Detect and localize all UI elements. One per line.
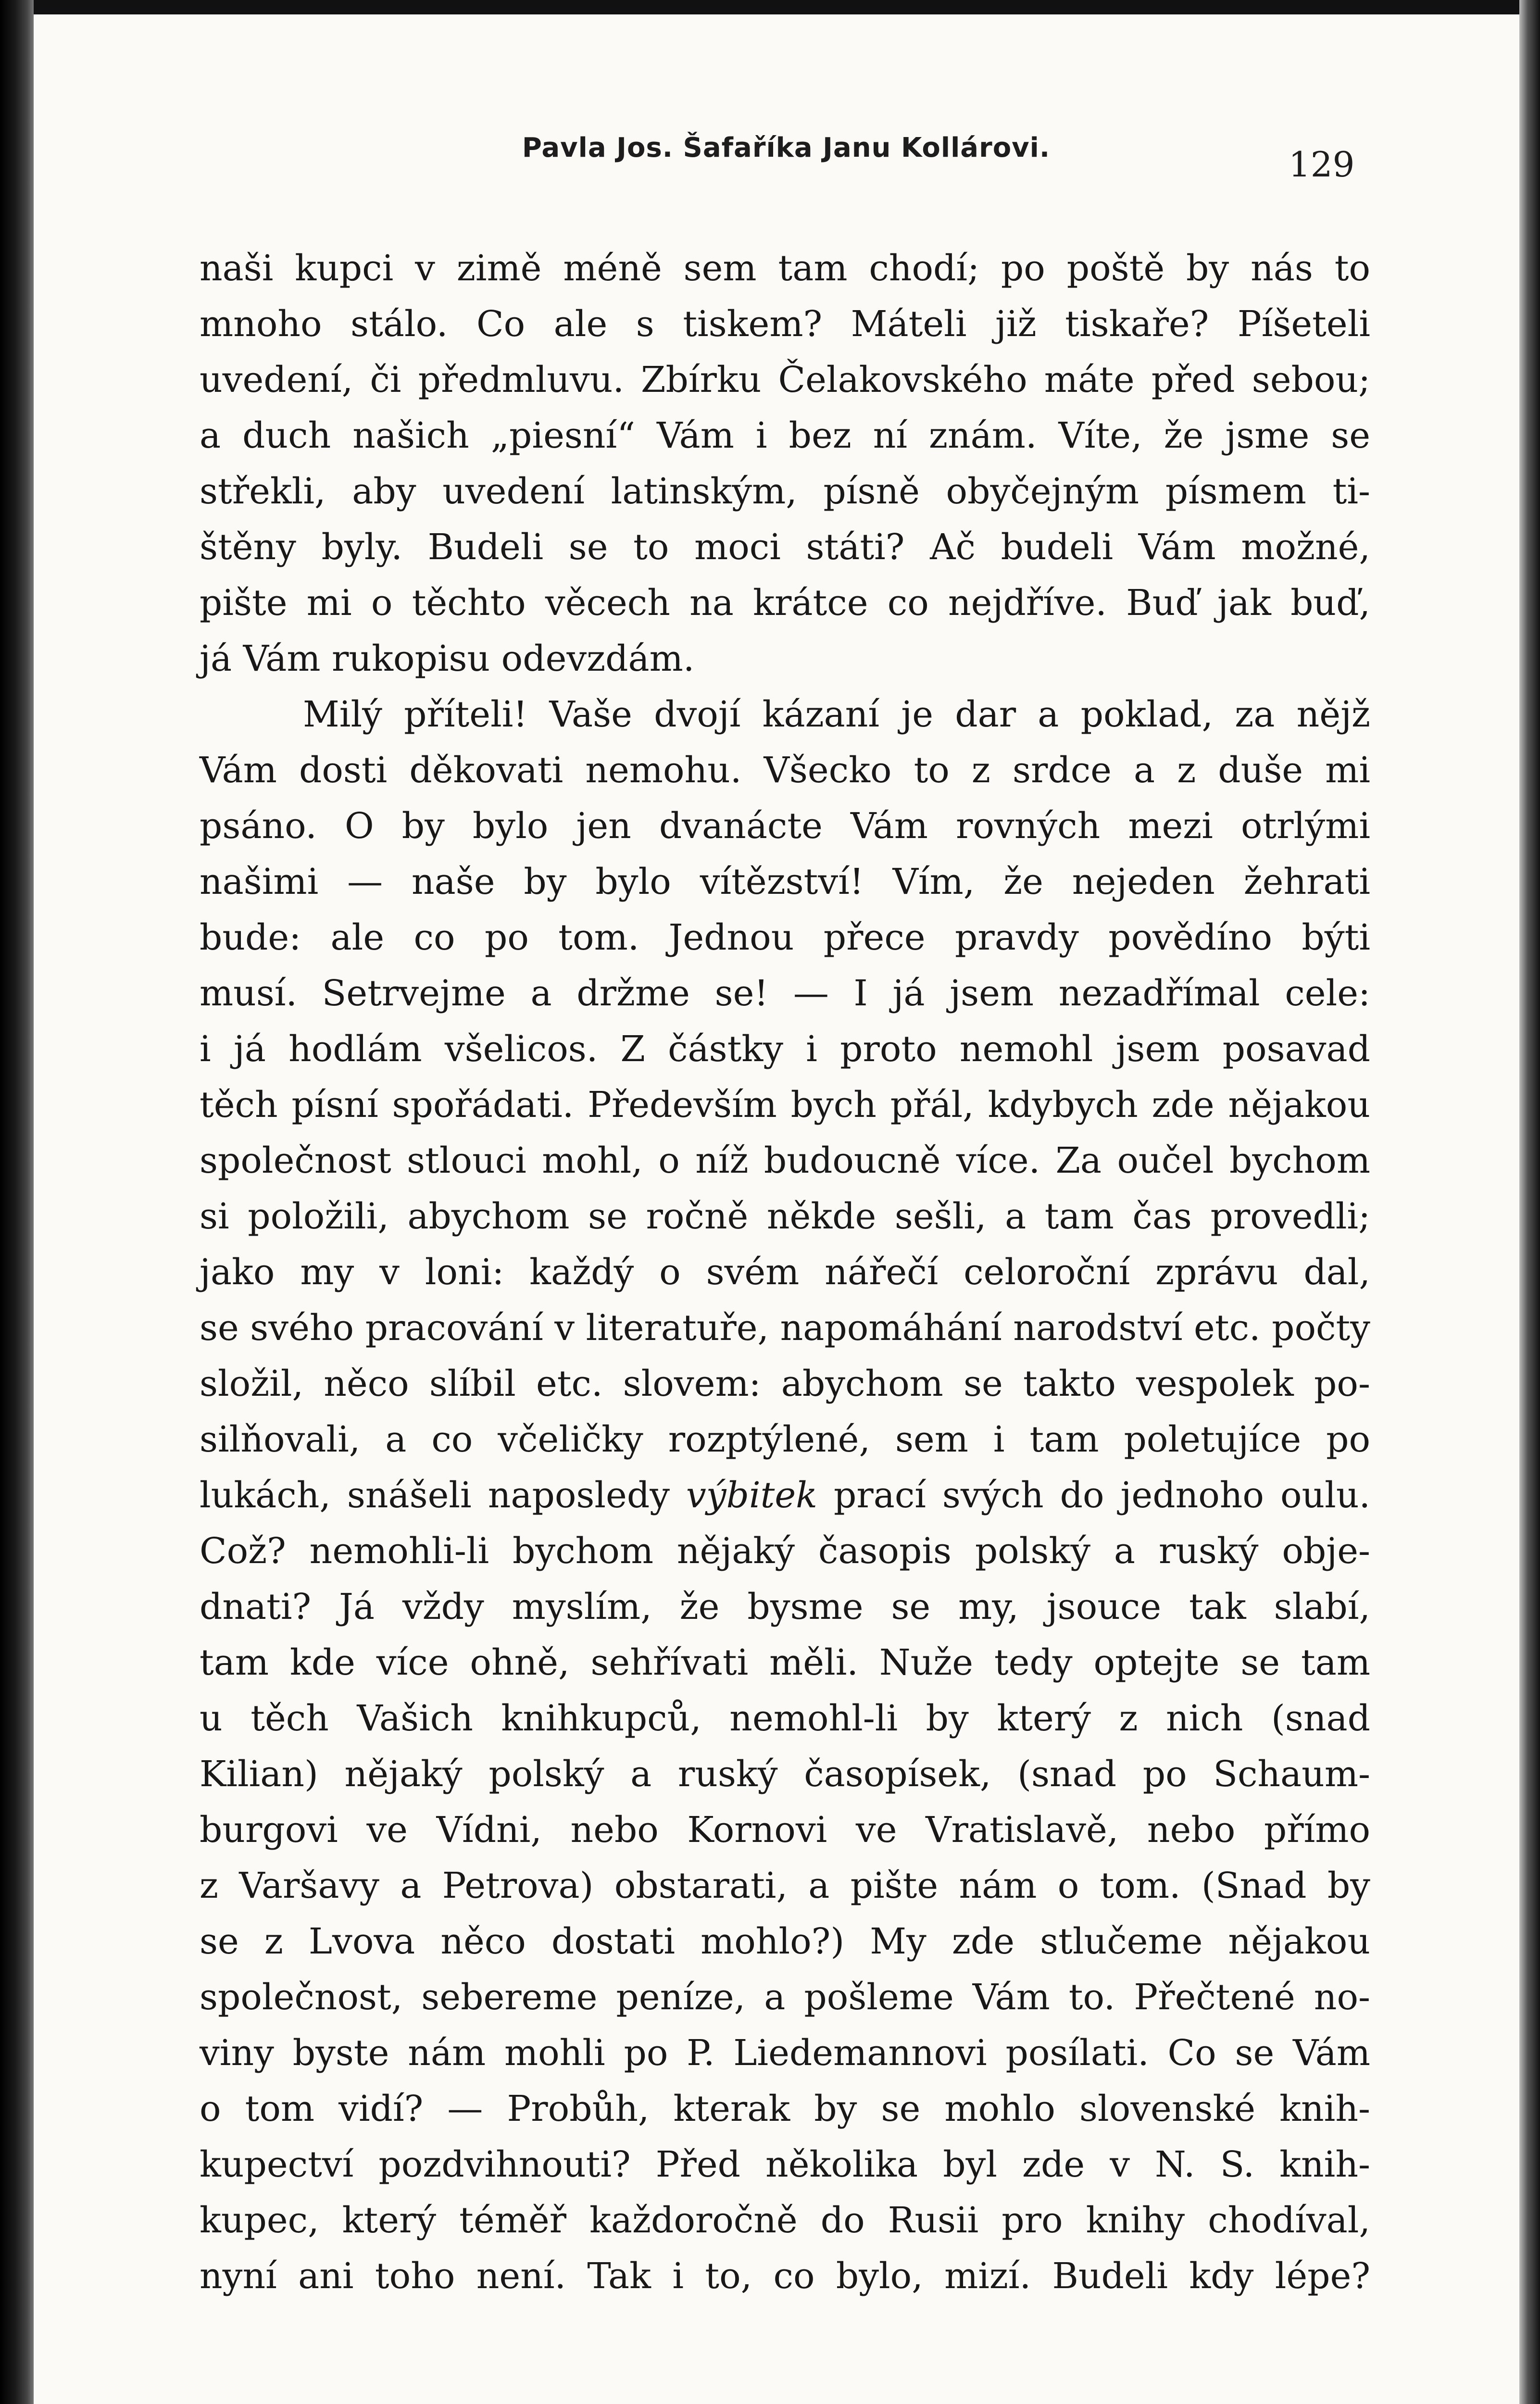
letter-text [200,240,1370,2304]
text-line: z Varšavy a Petrova) obstarati, a pište nám o tom. (Snad by [200,1865,1370,1906]
text-line: silňovali, a co včeličky rozptýlené, sem i tam poletujíce po [200,1419,1370,1460]
text-segment: lukách, snášeli naposledy [200,1475,670,1516]
text-line: bude: ale co po tom. Jednou přece pravdy povědíno býti [200,917,1370,958]
text-line: si položili, abychom se ročně někde sešli, a tam čas provedli; [200,1196,1370,1237]
text-line: mnoho stálo. Co ale s tiskem? Máteli již tiskaře? Píšeteli [200,303,1370,345]
text-line: těch písní spořádati. Především bych přál, kdybych zde nějakou [200,1084,1370,1126]
text-line: burgovi ve Vídni, nebo Kornovi ve Vratislavě, nebo přímo [200,1809,1370,1851]
italic-word: výbitek [686,1475,818,1516]
text-line: Což? nemohli-li bychom nějaký časopis polský a ruský obje- [200,1530,1370,1572]
text-line: nyní ani toho není. Tak i to, co bylo, mizí. Budeli kdy lépe? [200,2255,1370,2297]
text-line: kupectví pozdvihnouti? Před několika byl zde v N. S. knih- [200,2144,1370,2185]
text-line: složil, něco slíbil etc. slovem: abychom se takto vespolek po- [200,1363,1370,1404]
text-line-with-italic [200,1467,1370,1523]
text-segment: prací svých do jednoho oulu. [833,1475,1371,1516]
text-line: uvedení, či předmluvu. Zbírku Čelakovského máte před sebou; [200,359,1370,401]
text-line: pište mi o těchto věcech na krátce co nejdříve. Buď jak buď, [200,582,1370,624]
scan-right-edge [1519,0,1540,2404]
text-line: našimi — naše by bylo vítězství! Vím, že nejeden žehrati [200,861,1370,902]
text-line: u těch Vašich knihkupců, nemohl-li by který z nich (snad [200,1698,1370,1739]
text-line: tam kde více ohně, sehřívati měli. Nuže tedy optejte se tam [200,1642,1370,1683]
text-line: společnost stlouci mohl, o níž budoucně více. Za oučel bychom [200,1140,1370,1181]
text-line: naši kupci v zimě méně sem tam chodí; po poště by nás to [200,248,1370,289]
text-line: jako my v loni: každý o svém nářečí celoroční zprávu dal, [200,1252,1370,1293]
text-line: viny byste nám mohli po P. Liedemannovi posílati. Co se Vám [200,2032,1370,2074]
book-page [34,14,1519,2404]
text-line: Kilian) nějaký polský a ruský časopísek, (snad po Schaum- [200,1753,1370,1795]
text-line: i já hodlám všelicos. Z částky i proto nemohl jsem posavad [200,1028,1370,1070]
page-number: 129 [1289,144,1355,185]
paragraph-start-line: Milý příteli! Vaše dvojí kázaní je dar a poklad, za nějž [303,694,1370,735]
scan-left-edge [0,0,34,2404]
text-line: společnost, sebereme peníze, a pošleme Vám to. Přečtené no- [200,1977,1370,2018]
text-line: psáno. O by bylo jen dvanácte Vám rovných mezi otrlými [200,805,1370,847]
text-line: já Vám rukopisu odevzdám. [200,638,695,679]
text-line: a duch našich „piesní“ Vám i bez ní znám. Víte, že jsme se [200,415,1370,456]
text-line: se svého pracování v literatuře, napomáhání narodství etc. počty [200,1307,1370,1349]
text-line: se z Lvova něco dostati mohlo?) My zde stlučeme nějakou [200,1921,1370,1962]
text-line: střekli, aby uvedení latinským, písně obyčejným písmem ti- [200,471,1370,512]
text-line: musí. Setrvejme a držme se! — I já jsem nezadřímal cele: [200,973,1370,1014]
text-line: kupec, který téměř každoročně do Rusii pro knihy chodíval, [200,2200,1370,2241]
running-head: Pavla Jos. Šafaříka Janu Kollárovi. [522,132,1051,163]
text-line: štěny byly. Budeli se to moci státi? Ač budeli Vám možné, [200,526,1370,568]
text-line: o tom vidí? — Probůh, kterak by se mohlo slovenské knih- [200,2088,1370,2129]
text-line: Vám dosti děkovati nemohu. Všecko to z srdce a z duše mi [200,750,1370,791]
text-line: dnati? Já vždy myslím, že bysme se my, jsouce tak slabí, [200,1586,1370,1628]
